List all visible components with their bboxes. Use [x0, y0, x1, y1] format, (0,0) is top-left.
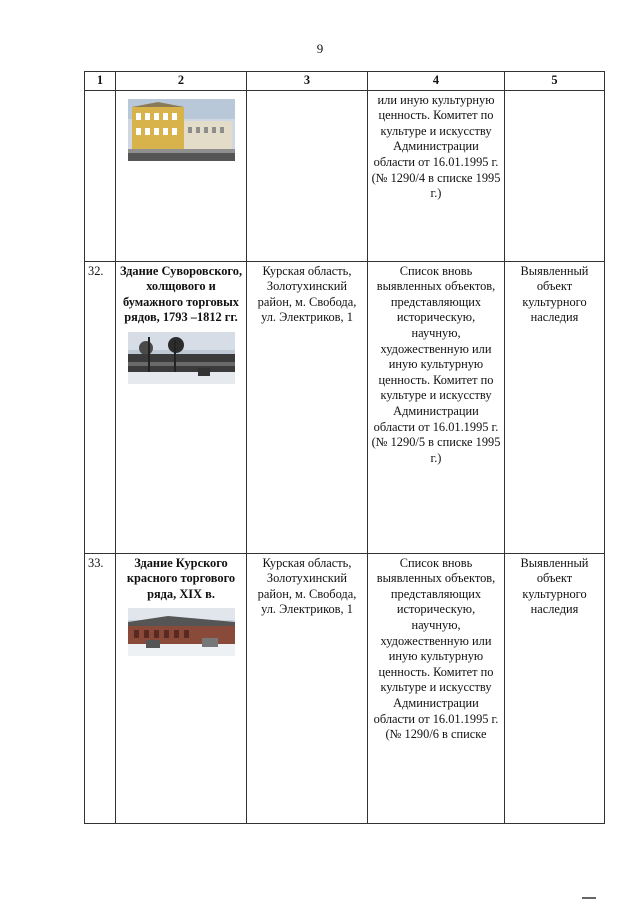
table-row — [85, 261, 605, 553]
building-photo — [128, 332, 235, 384]
table-header-row — [85, 72, 605, 91]
building-photo — [128, 99, 235, 161]
scan-edge-mark — [582, 897, 596, 899]
document-cell: или иную культурную ценность. Комитет по культуре и искусству Администрации области от 16.01.1995 г. (№ 1290/4 в списке 1995 г.) — [368, 90, 505, 261]
object-name-cell — [116, 261, 247, 553]
column-header: 1 — [85, 72, 116, 91]
row-number: 32. — [85, 261, 116, 553]
document-cell: Список вновь выявленных объектов, представляющих историческую, научную, художественную или иную культурную ценность. Комитет по культуре и искусству Администрации области от 16.01.1995 г. (№ 1290/5 в списке 1995 г.) — [368, 261, 505, 553]
table-row — [85, 90, 605, 261]
category-cell — [505, 90, 605, 261]
document-cell: Список вновь выявленных объектов, представляющих историческую, научную, художественную или иную культурную ценность. Комитет по культуре и искусству Администрации области от 16.01.1995 г. (№ 1290/6 в списке — [368, 553, 505, 823]
row-number — [85, 90, 116, 261]
table-row — [85, 553, 605, 823]
column-header: 5 — [505, 72, 605, 91]
column-header: 2 — [116, 72, 247, 91]
address-cell: Курская область, Золотухинский район, м. Свобода, ул. Электриков, 1 — [247, 553, 368, 823]
object-name-cell — [116, 90, 247, 261]
category-cell: Выявленный объект культурного наследия — [505, 261, 605, 553]
page-number: 9 — [316, 41, 324, 56]
column-header: 4 — [368, 72, 505, 91]
column-header: 3 — [247, 72, 368, 91]
object-name-cell — [116, 553, 247, 823]
heritage-registry-table — [84, 71, 605, 824]
building-photo — [128, 608, 235, 656]
address-cell: Курская область, Золотухинский район, м. Свобода, ул. Электриков, 1 — [247, 261, 368, 553]
category-cell: Выявленный объект культурного наследия — [505, 553, 605, 823]
object-name: Здание Суворовского, холщового и бумажного торговых рядов, 1793 –1812 гг. — [119, 263, 243, 325]
object-name: Здание Курского красного торгового ряда, XIX в. — [126, 555, 236, 601]
address-cell — [247, 90, 368, 261]
row-number: 33. — [85, 553, 116, 823]
